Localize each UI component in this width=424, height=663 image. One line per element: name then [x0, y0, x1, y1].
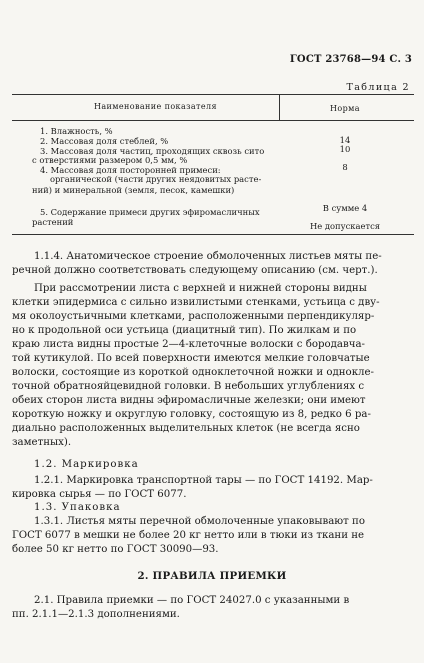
table-row-3-name-line1: 3. Массовая доля частиц, проходящих сквозь сито	[40, 146, 265, 156]
section-1-2-heading: 1.2. Маркировка	[34, 459, 139, 470]
page-header: ГОСТ 23768—94 С. 3	[289, 54, 412, 65]
para-1-3-1-line1: 1.3.1. Листья мяты перечной обмолоченные упаковывают по	[34, 516, 365, 527]
para-1-2-1-line1: 1.2.1. Маркировка транспортной тары — по ГОСТ 14192. Мар-	[34, 475, 373, 486]
para-desc-line10: короткую ножку и округлую головку, состоящую из 8, редко 6 ра-	[12, 409, 371, 420]
table-bottom-rule	[12, 234, 414, 235]
table-row-4-name-line2: органической (части других неядовитых расте-	[50, 174, 262, 184]
table-row-5-name-line2: растений	[32, 217, 74, 227]
table-row-5-name-line1: 5. Содержание примеси других эфиромасличных	[40, 207, 260, 217]
para-desc-line7: волоски, состоящие из короткой одноклеточной ножки и одноклe-	[12, 367, 374, 378]
table-row-1-value: 14	[339, 135, 351, 145]
table-row-3-name-line2: с отверстиями размером 0,5 мм, %	[32, 155, 188, 165]
section-1-3-heading: 1.3. Упаковка	[34, 502, 121, 513]
para-desc-line6: той кутикулой. По всей поверхности имеются мелкие головчатые	[12, 353, 370, 364]
table-row-5-value: В сумме 4	[322, 203, 368, 213]
para-desc-line5: краю листа видны простые 2—4-клеточные волоски с бородавча-	[12, 339, 365, 350]
table-row-2-name: 2. Массовая доля стеблей, %	[40, 136, 169, 146]
table-row-3-value: 8	[342, 162, 348, 172]
table-row-4-name-line3: ний) и минеральной (земля, песок, камешки)	[32, 185, 235, 195]
table-extra-value: Не допускается	[309, 221, 381, 231]
para-desc-line4: но к продольной оси устьица (диацитный тип). По жилкам и по	[12, 325, 357, 336]
para-desc-line12: заметных).	[12, 437, 72, 448]
table-col-name-header: Наименование показателя	[94, 102, 217, 111]
table-top-rule	[12, 94, 414, 95]
para-desc-line9: обеих сторон листа видны эфиромасличные железки; они имеют	[12, 395, 366, 406]
table-row-1-name: 1. Влажность, %	[40, 126, 113, 136]
para-desc-line1: При рассмотрении листа с верхней и нижней стороны видны	[34, 283, 367, 294]
para-1-1-4-line1: 1.1.4. Анатомическое строение обмолоченных листьев мяты пе-	[34, 251, 382, 262]
para-2-1-line1: 2.1. Правила приемки — по ГОСТ 24027.0 с указанными в	[34, 595, 350, 606]
table-row-2-value: 10	[339, 144, 351, 154]
para-desc-line3: мя околоустьичными клетками, расположенными перпендикуляр-	[12, 311, 375, 322]
para-desc-line2: клетки эпидермиса с сильно извилистыми стенками, устьица с дву-	[12, 297, 380, 308]
table-row-4-name-line1: 4. Массовая доля посторонней примеси:	[40, 165, 221, 175]
para-desc-line11: диально расположенных выделительных клеток (не всегда ясно	[12, 423, 360, 434]
table-col-norm-header: Норма	[330, 104, 360, 113]
para-1-3-1-line2: ГОСТ 6077 в мешки не более 20 кг нетто или в тюки из ткани не	[12, 530, 365, 541]
section-2-heading: 2. ПРАВИЛА ПРИЕМКИ	[137, 570, 287, 582]
para-2-1-line2: пп. 2.1.1—2.1.3 дополнениями.	[12, 609, 180, 620]
table-header-divider	[279, 94, 280, 120]
table-caption: Таблица 2	[346, 82, 410, 93]
para-1-2-1-line2: кировка сырья — по ГОСТ 6077.	[12, 489, 187, 500]
para-1-1-4-line2: речной должно соответствовать следующему описанию (см. черт.).	[12, 265, 378, 276]
para-desc-line8: точной обратнояйцевидной головки. В небольших углублениях с	[12, 381, 365, 392]
para-1-3-1-line3: более 50 кг нетто по ГОСТ 30090—93.	[12, 544, 219, 555]
table-header-rule	[12, 120, 414, 121]
